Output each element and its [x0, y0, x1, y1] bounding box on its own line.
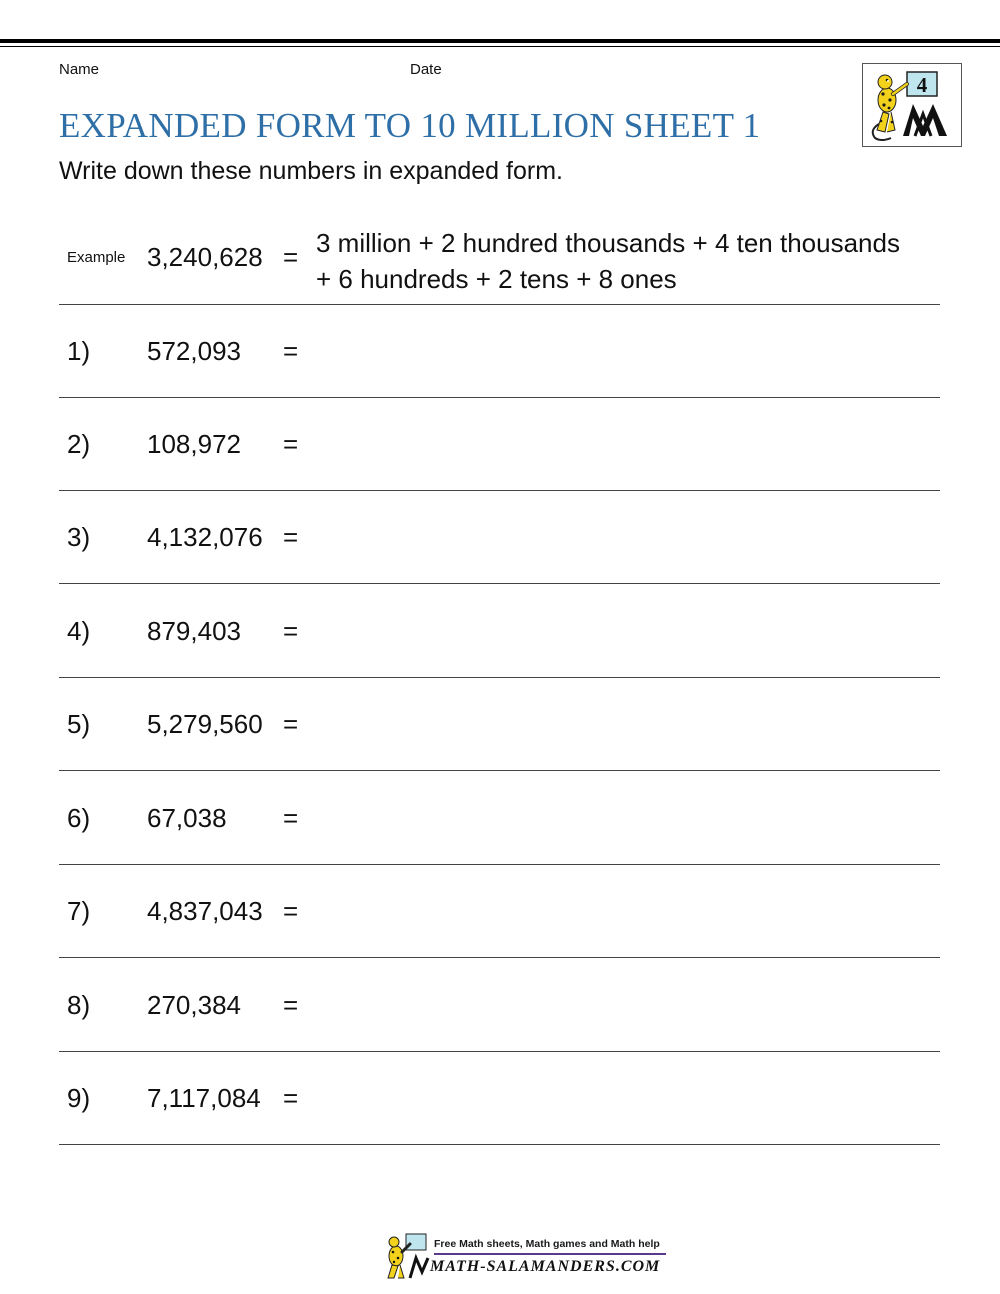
question-label: 1): [67, 336, 91, 366]
salamander-footer-icon: [380, 1232, 430, 1280]
footer: [380, 1232, 680, 1282]
question-number: 4,837,043: [147, 896, 263, 926]
question-row: [0, 305, 1000, 398]
date-label: Date: [410, 61, 442, 78]
question-equals: =: [283, 616, 299, 646]
question-equals: =: [283, 709, 299, 739]
header-rule-thin: [0, 46, 1000, 47]
question-equals: =: [283, 429, 299, 459]
example-row: [0, 225, 1000, 295]
question-equals: =: [283, 990, 299, 1020]
logo-digit: 4: [916, 73, 928, 97]
answer-line[interactable]: [59, 770, 940, 771]
grade-logo: [862, 63, 962, 147]
footer-tagline: Free Math sheets, Math games and Math help: [434, 1238, 660, 1250]
question-row: [0, 398, 1000, 491]
example-answer: [316, 225, 956, 297]
question-label: 4): [67, 616, 91, 646]
question-number: 5,279,560: [147, 709, 263, 739]
name-label: Name: [59, 61, 100, 78]
question-equals: =: [283, 336, 299, 366]
question-equals: =: [283, 896, 299, 926]
salamander-logo-icon: [863, 64, 961, 146]
answer-line[interactable]: [59, 583, 940, 584]
question-row: [0, 585, 1000, 678]
question-equals: =: [283, 1083, 299, 1113]
footer-site-link[interactable]: MATH-SALAMANDERS.COM: [430, 1258, 661, 1275]
question-number: 4,132,076: [147, 522, 263, 552]
answer-line[interactable]: [59, 1144, 940, 1145]
question-label: 8): [67, 990, 91, 1020]
question-number: 67,038: [147, 803, 227, 833]
question-row: [0, 959, 1000, 1052]
question-number: 7,117,084: [147, 1083, 261, 1113]
question-label: 5): [67, 709, 91, 739]
instructions: Write down these numbers in expanded form.: [59, 157, 563, 185]
question-number: 108,972: [147, 429, 241, 459]
question-equals: =: [283, 803, 299, 833]
question-row: [0, 678, 1000, 771]
answer-line[interactable]: [59, 957, 940, 958]
question-number: 270,384: [147, 990, 241, 1020]
example-answer-line1: 3 million + 2 hundred thousands + 4 ten thousands: [316, 228, 900, 258]
question-equals: =: [283, 522, 299, 552]
question-label: 2): [67, 429, 91, 459]
question-row: [0, 865, 1000, 958]
example-answer-line2: + 6 hundreds + 2 tens + 8 ones: [316, 264, 677, 294]
header-rule-thick: [0, 39, 1000, 43]
question-label: 6): [67, 803, 91, 833]
example-equals: =: [283, 242, 299, 272]
question-label: 9): [67, 1083, 91, 1113]
question-number: 572,093: [147, 336, 241, 366]
question-label: 3): [67, 522, 91, 552]
example-number: 3,240,628: [147, 242, 263, 272]
footer-divider: [434, 1253, 666, 1255]
question-row: [0, 491, 1000, 584]
example-tag: Example: [67, 249, 126, 266]
question-label: 7): [67, 896, 91, 926]
question-row: [0, 772, 1000, 865]
question-row: [0, 1052, 1000, 1145]
question-number: 879,403: [147, 616, 241, 646]
page-title: EXPANDED FORM TO 10 MILLION SHEET 1: [59, 106, 761, 145]
